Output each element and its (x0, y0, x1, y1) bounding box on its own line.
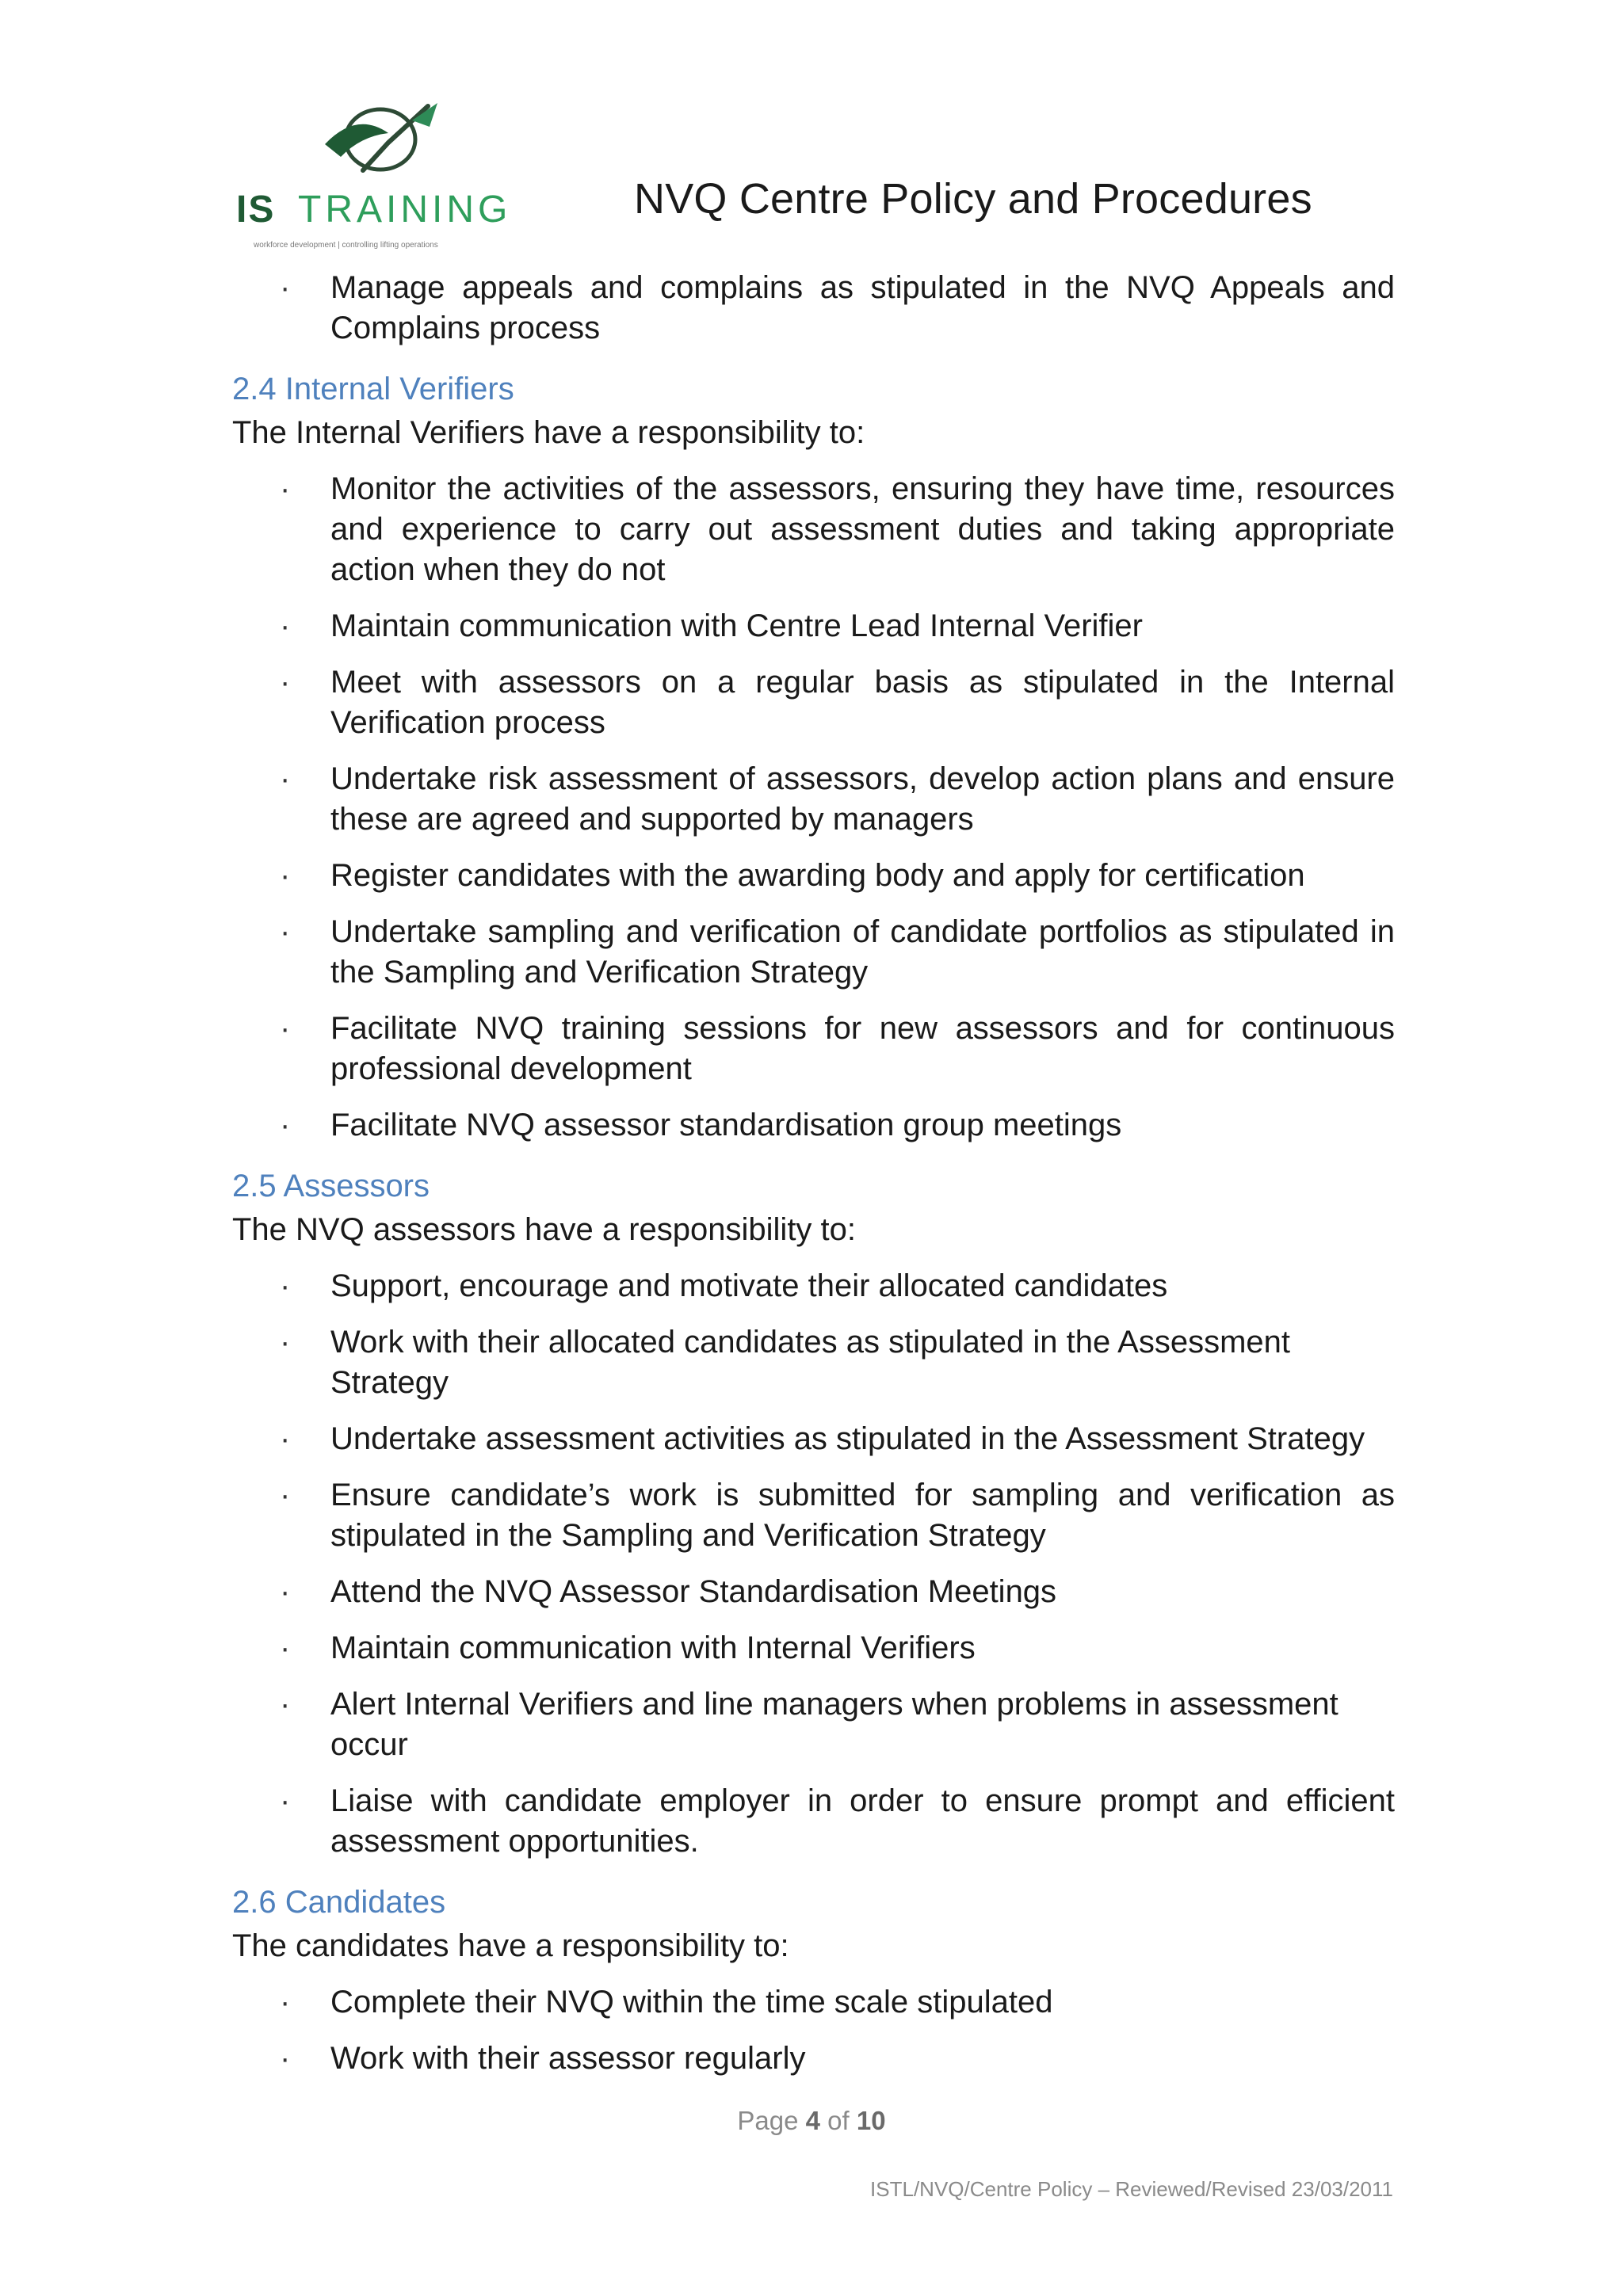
bullet-icon: · (280, 270, 291, 305)
bullet-icon: · (280, 761, 291, 796)
svg-text:workforce development | contro: workforce development | controlling lifting operations (254, 241, 438, 250)
list-item-text: Work with their allocated candidates as stipulated in the Assessment Strategy (330, 1325, 1291, 1400)
list-item-text: Facilitate NVQ training sessions for new assessors and for continuous professional development (330, 1011, 1395, 1086)
list-item (232, 1628, 1395, 1669)
bullet-icon: · (280, 608, 291, 643)
bullet-icon: · (280, 1630, 291, 1665)
list-item (232, 1322, 1395, 1403)
assessors-list (232, 1266, 1395, 1862)
bullet-icon: · (280, 914, 291, 949)
document-reference: ISTL/NVQ/Centre Policy – Reviewed/Revised 23/03/2011 (870, 2177, 1393, 2201)
document-title: NVQ Centre Policy and Procedures (634, 175, 1312, 223)
list-item-text: Undertake risk assessment of assessors, develop action plans and ensure these are agreed and supported by managers (330, 761, 1395, 837)
document-body (232, 268, 1395, 2095)
section-heading-candidates: 2.6 Candidates (232, 1885, 446, 1920)
list-item (232, 856, 1395, 896)
list-item-text: Liaise with candidate employer in order to ensure prompt and efficient assessment opportunities. (330, 1783, 1395, 1859)
page-total: 10 (856, 2106, 886, 2135)
section-intro: The candidates have a responsibility to: (232, 1928, 789, 1963)
list-item (232, 1475, 1395, 1556)
logo-emblem-icon (325, 103, 437, 170)
page-of: of (827, 2106, 850, 2135)
bullet-icon: · (280, 2041, 291, 2076)
list-item (232, 469, 1395, 590)
page-current: 4 (805, 2106, 820, 2135)
bullet-icon: · (280, 858, 291, 893)
list-item-text: Manage appeals and complains as stipulated in the NVQ Appeals and Complains process (330, 270, 1395, 345)
bullet-icon: · (280, 1268, 291, 1303)
section-heading-internal-verifiers: 2.4 Internal Verifiers (232, 372, 514, 406)
list-item (232, 268, 1395, 349)
list-item (232, 1781, 1395, 1862)
list-item (232, 1982, 1395, 2023)
list-item-text: Monitor the activities of the assessors, ensuring they have time, resources and experience to carry out assessment duties and taking appropriate action when they do not (330, 471, 1395, 587)
list-item-text: Support, encourage and motivate their allocated candidates (330, 1268, 1168, 1303)
list-item-text: Work with their assessor regularly (330, 2041, 806, 2076)
internal-verifiers-list (232, 469, 1395, 1146)
bullet-icon: · (280, 1108, 291, 1142)
bullet-icon: · (280, 471, 291, 506)
candidates-list (232, 1982, 1395, 2079)
list-item (232, 1419, 1395, 1459)
list-item (232, 1266, 1395, 1306)
bullet-icon: · (280, 1783, 291, 1818)
is-training-logo (230, 95, 539, 254)
svg-text:IS: IS (236, 189, 276, 231)
list-item (232, 662, 1395, 743)
list-item (232, 1572, 1395, 1612)
list-item (232, 1105, 1395, 1146)
list-item-text: Attend the NVQ Assessor Standardisation Meetings (330, 1574, 1057, 1609)
section-heading-assessors: 2.5 Assessors (232, 1169, 430, 1203)
list-item-text: Meet with assessors on a regular basis as stipulated in the Internal Verification process (330, 665, 1395, 740)
list-item-text: Maintain communication with Internal Verifiers (330, 1630, 976, 1665)
list-item-text: Maintain communication with Centre Lead Internal Verifier (330, 608, 1143, 643)
bullet-icon: · (280, 1011, 291, 1046)
list-item-text: Alert Internal Verifiers and line managers when problems in assessment occur (330, 1687, 1338, 1762)
list-item (232, 2039, 1395, 2079)
bullet-icon: · (280, 1687, 291, 1722)
bullet-icon: · (280, 1985, 291, 2019)
list-item (232, 759, 1395, 840)
page-number (0, 2106, 1623, 2136)
page-header (230, 95, 1434, 261)
list-item-text: Complete their NVQ within the time scale stipulated (330, 1985, 1053, 2019)
list-item (232, 606, 1395, 646)
list-item-text: Undertake sampling and verification of candidate portfolios as stipulated in the Sampling and Verification Strategy (330, 914, 1395, 990)
section-intro: The Internal Verifiers have a responsibility to: (232, 415, 865, 450)
list-item (232, 1009, 1395, 1089)
list-item (232, 912, 1395, 993)
list-item (232, 1684, 1395, 1765)
continued-list (232, 268, 1395, 349)
section-intro: The NVQ assessors have a responsibility to: (232, 1212, 857, 1247)
bullet-icon: · (280, 1574, 291, 1609)
bullet-icon: · (280, 1478, 291, 1512)
svg-text:TRAINING: TRAINING (298, 189, 512, 231)
bullet-icon: · (280, 1325, 291, 1360)
bullet-icon: · (280, 665, 291, 700)
list-item-text: Facilitate NVQ assessor standardisation group meetings (330, 1108, 1122, 1142)
bullet-icon: · (280, 1421, 291, 1456)
list-item-text: Undertake assessment activities as stipulated in the Assessment Strategy (330, 1421, 1365, 1456)
list-item-text: Register candidates with the awarding body and apply for certification (330, 858, 1305, 893)
list-item-text: Ensure candidate’s work is submitted for sampling and verification as stipulated in the Sampling and Verification Strategy (330, 1478, 1395, 1553)
page-prefix: Page (737, 2106, 799, 2135)
